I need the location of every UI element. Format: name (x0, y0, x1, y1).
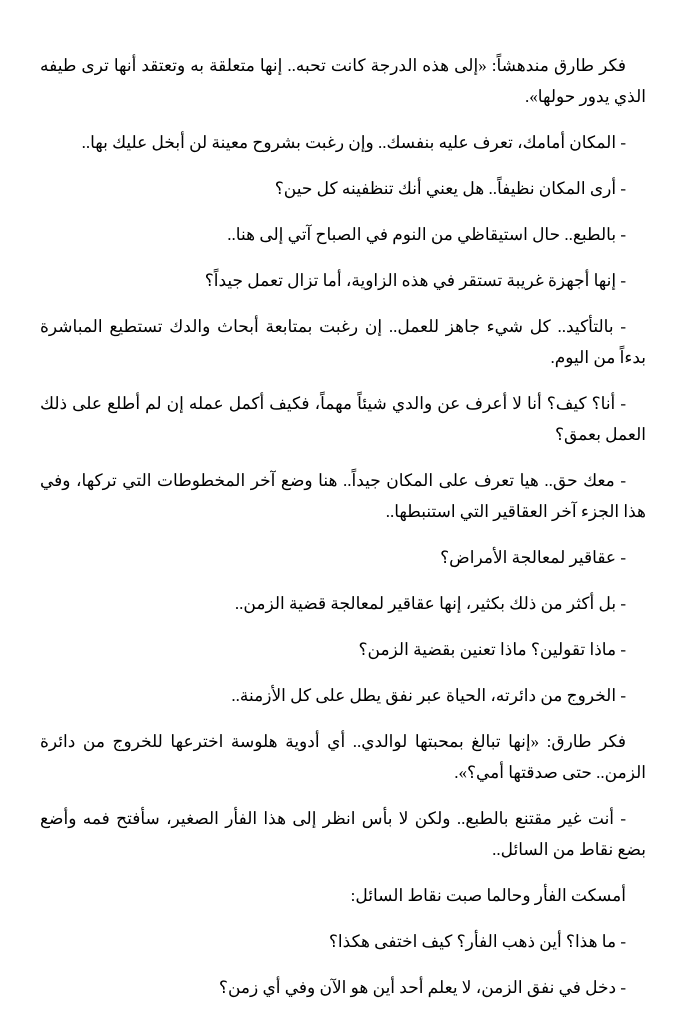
paragraph-15: أمسكت الفأر وحالما صبت نقاط السائل: (350, 886, 626, 905)
paragraph-4: - بالطبع.. حال استيقاظي من النوم في الصباح آتي إلى هنا.. (227, 225, 626, 244)
paragraph-9: - عقاقير لمعالجة الأمراض؟ (440, 548, 626, 567)
paragraph-3: - أرى المكان نظيفاً.. هل يعني أنك تنظفينه كل حين؟ (274, 179, 626, 198)
paragraph-7: - أنا؟ كيف؟ أنا لا أعرف عن والدي شيئاً مهماً، فكيف أكمل عمله إن لم أطلع على ذلك العمل بعمق؟ (40, 394, 646, 444)
paragraph-10: - بل أكثر من ذلك بكثير، إنها عقاقير لمعالجة قضية الزمن.. (234, 594, 626, 613)
paragraph-1: فكر طارق مندهشاً: «إلى هذه الدرجة كانت تحبه.. إنها متعلقة به وتعتقد أنها ترى طيفه الذي يدور حولها». (40, 56, 646, 106)
paragraph-12: - الخروج من دائرته، الحياة عبر نفق يطل على كل الأزمنة.. (231, 686, 626, 705)
paragraph-2: - المكان أمامك، تعرف عليه بنفسك.. وإن رغبت بشروح معينة لن أبخل عليك بها.. (81, 133, 626, 152)
paragraph-8: - معك حق.. هيا تعرف على المكان جيداً.. هنا وضع آخر المخطوطات التي تركها، وفي هذا الجزء آخر العقاقير التي استنبطها.. (40, 471, 646, 521)
paragraph-13: فكر طارق: «إنها تبالغ بمحبتها لوالدي.. أي أدوية هلوسة اخترعها للخروج من دائرة الزمن.. حتى صدقتها أمي؟». (40, 732, 646, 782)
paragraph-17: - دخل في نفق الزمن، لا يعلم أحد أين هو الآن وفي أي زمن؟ (218, 978, 626, 997)
paragraph-16: - ما هذا؟ أين ذهب الفأر؟ كيف اختفى هكذا؟ (328, 932, 626, 951)
paragraph-11: - ماذا تقولين؟ ماذا تعنين بقضية الزمن؟ (358, 640, 626, 659)
paragraph-5: - إنها أجهزة غريبة تستقر في هذه الزاوية، أما تزال تعمل جيداً؟ (204, 271, 626, 290)
paragraph-14: - أنت غير مقتنع بالطبع.. ولكن لا بأس انظر إلى هذا الفأر الصغير، سأفتح فمه وأضع بضع نقاط من السائل.. (40, 809, 646, 859)
document-page (40, 50, 646, 1018)
paragraph-6: - بالتأكيد.. كل شيء جاهز للعمل.. إن رغبت بمتابعة أبحاث والدك تستطيع المباشرة بدءاً من اليوم. (40, 317, 646, 367)
